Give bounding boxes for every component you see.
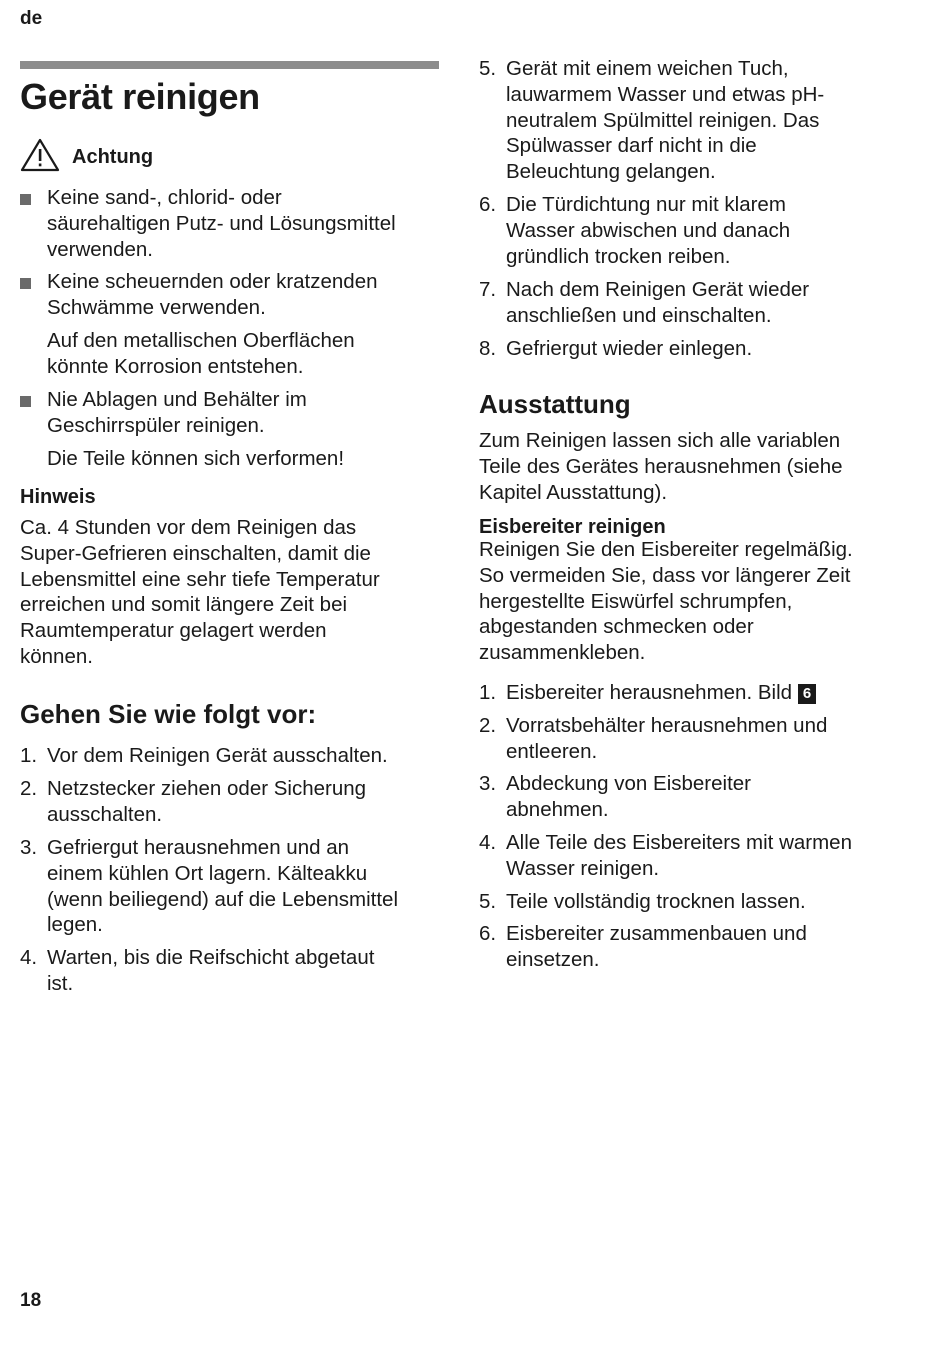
- language-tag: de: [20, 8, 43, 29]
- warning-list: [20, 185, 440, 475]
- page-number: 18: [20, 1290, 42, 1311]
- hint-label: Hinweis: [20, 486, 96, 508]
- page-title: Gerät reinigen: [20, 76, 260, 117]
- procedure-steps-right: 5. Gerät mit einem weichen Tuch, lauwarmem Wasser und etwas pH- neutralem Spülmittel reinigen. Das Spülwasser darf nicht in die Beleuchtung gelangen. 6. Die Türdichtung nur mit klarem Wasser abwischen und danach gründlich trocken reiben. 7. Nach dem Reinigen Gerät wieder anschließen und einschalten. 8. Gefriergut wieder einlegen.: [479, 57, 825, 360]
- warning-label: Achtung: [72, 146, 154, 168]
- title-rule: [20, 61, 439, 69]
- bullet-icon: [20, 396, 31, 407]
- warning-note: Die Teile können sich verformen!: [47, 447, 345, 470]
- bullet-icon: [20, 278, 31, 289]
- equipment-text: Zum Reinigen lassen sich alle variablen Teile des Gerätes herausnehmen (siehe Kapitel Ausstattung).: [479, 429, 843, 504]
- warning-item: Nie Ablagen und Behälter im Geschirrspüler reinigen.: [47, 388, 307, 437]
- bullet-icon: [20, 194, 31, 205]
- hint-text: Ca. 4 Stunden vor dem Reinigen das Super-Gefrieren einschalten, damit die Lebensmittel eine sehr tiefe Temperatur erreichen und somit längere Zeit bei Raumtemperatur gelagert werden können.: [20, 516, 380, 668]
- warning-item: Keine scheuernden oder kratzenden Schwämme verwenden.: [47, 270, 378, 319]
- procedure-heading: Gehen Sie wie folgt vor:: [20, 699, 317, 729]
- icemaker-heading: Eisbereiter reinigen: [479, 516, 666, 538]
- warning-item: Keine sand-, chlorid- oder säurehaltigen Putz- und Lösungsmittel verwenden.: [47, 186, 396, 261]
- warning-triangle-icon: [20, 138, 60, 177]
- icemaker-steps: 1. Eisbereiter herausnehmen. Bild 6 2. Vorratsbehälter herausnehmen und entleeren. 3. Abdeckung von Eisbereiter abnehmen. 4. Alle Teile des Eisbereiters mit warmen Wasser reinigen. 5. Teile vollständig trocknen lassen. 6. Eisbereiter zusammenbauen und einsetzen.: [479, 681, 852, 971]
- icemaker-text: Reinigen Sie den Eisbereiter regelmäßig. So vermeiden Sie, dass vor längerer Zeit hergestellte Eiswürfel schrumpfen, abgestanden schmecken oder zusammenkleben.: [479, 538, 853, 665]
- figure-reference-badge: 6: [798, 684, 816, 704]
- warning-note: Auf den metallischen Oberflächen könnte Korrosion entstehen.: [47, 329, 355, 378]
- warning-heading: [20, 138, 153, 177]
- procedure-steps-left: 1. Vor dem Reinigen Gerät ausschalten. 2. Netzstecker ziehen oder Sicherung ausschalten. 3. Gefriergut herausnehmen und an einem kühlen Ort lagern. Kälteakku (wenn beiliegend) auf die Lebensmittel legen. 4. Warten, bis die Reifschicht abgetaut ist.: [20, 744, 399, 995]
- equipment-heading: Ausstattung: [479, 389, 631, 419]
